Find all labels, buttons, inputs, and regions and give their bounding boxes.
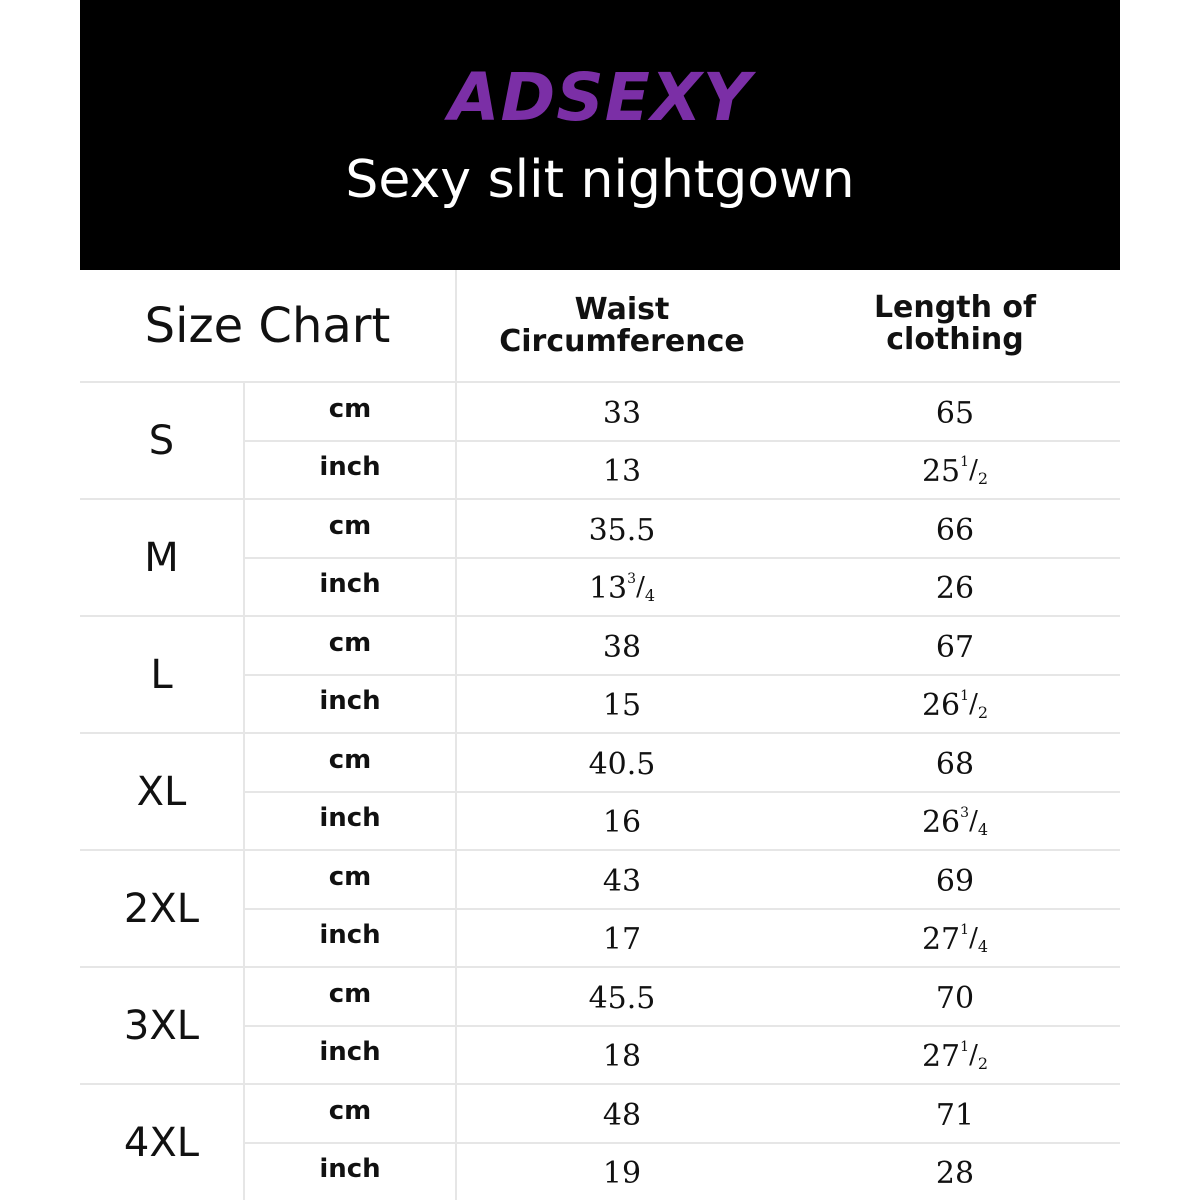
length-value-fraction: $^3$/4: [960, 805, 989, 839]
row-divider: [80, 381, 1120, 383]
length-value-whole: 71: [935, 1097, 975, 1133]
waist-value: [457, 676, 787, 734]
length-value: [790, 793, 1120, 851]
size-label: 3XL: [123, 1002, 200, 1049]
waist-value-whole: 19: [602, 1155, 642, 1191]
size-chart-title: Size Chart: [144, 298, 391, 354]
unit-label: inch: [319, 686, 381, 716]
row-divider: [245, 1142, 1120, 1144]
length-value-whole: 67: [935, 629, 975, 665]
length-value: [790, 1027, 1120, 1085]
row-divider: [80, 498, 1120, 500]
unit-label: cm: [328, 394, 372, 424]
waist-value: [457, 852, 787, 910]
waist-value: [457, 501, 787, 559]
size-label: S: [148, 417, 175, 464]
length-value-whole: 65: [935, 395, 975, 431]
row-divider: [80, 849, 1120, 851]
unit-label: inch: [319, 920, 381, 950]
waist-value-whole: 18: [602, 1038, 642, 1074]
length-value: [790, 501, 1120, 559]
unit-label: inch: [319, 1154, 381, 1184]
unit-label: inch: [319, 452, 381, 482]
waist-value-whole: 15: [602, 687, 642, 723]
waist-value-whole: 13: [588, 570, 628, 606]
length-value-fraction: $^1$/2: [960, 454, 989, 488]
row-divider: [245, 908, 1120, 910]
row-divider: [245, 440, 1120, 442]
row-divider: [245, 674, 1120, 676]
waist-value: [457, 442, 787, 500]
length-value-whole: 25: [921, 453, 961, 489]
size-label: XL: [136, 768, 187, 815]
col-header-length-line2: clothing: [886, 322, 1024, 357]
length-value-whole: 69: [935, 863, 975, 899]
col-header-waist-line1: Waist: [574, 292, 670, 327]
col-header-length-line1: Length of: [873, 290, 1037, 325]
length-value: [790, 1086, 1120, 1144]
length-value: [790, 559, 1120, 617]
length-value-whole: 70: [935, 980, 975, 1016]
length-value-whole: 26: [921, 687, 961, 723]
size-chart-table: [80, 270, 1120, 1200]
length-value-whole: 66: [935, 512, 975, 548]
length-value: [790, 910, 1120, 968]
size-label: 4XL: [123, 1119, 200, 1166]
size-label: L: [150, 651, 173, 698]
length-value: [790, 384, 1120, 442]
length-value: [790, 676, 1120, 734]
waist-value-whole: 45.5: [588, 980, 656, 1016]
row-divider: [80, 615, 1120, 617]
length-value-whole: 28: [935, 1155, 975, 1191]
unit-label: inch: [319, 1037, 381, 1067]
length-value: [790, 735, 1120, 793]
waist-value-whole: 43: [602, 863, 642, 899]
length-value: [790, 969, 1120, 1027]
waist-value: [457, 735, 787, 793]
waist-value-whole: 16: [602, 804, 642, 840]
waist-value-whole: 38: [602, 629, 642, 665]
length-value-whole: 26: [935, 570, 975, 606]
waist-value-fraction: $^3$/4: [627, 571, 656, 605]
length-value: [790, 618, 1120, 676]
waist-value-whole: 35.5: [588, 512, 656, 548]
length-value-fraction: $^1$/4: [960, 922, 989, 956]
waist-value: [457, 969, 787, 1027]
size-label: 2XL: [123, 885, 200, 932]
row-divider: [245, 1025, 1120, 1027]
waist-value: [457, 1144, 787, 1202]
waist-value: [457, 559, 787, 617]
waist-value-whole: 48: [602, 1097, 642, 1133]
unit-label: cm: [328, 1096, 372, 1126]
row-divider: [80, 1083, 1120, 1085]
length-value: [790, 442, 1120, 500]
length-value-fraction: $^1$/2: [960, 688, 989, 722]
unit-label: inch: [319, 803, 381, 833]
length-value-whole: 27: [921, 921, 961, 957]
length-value: [790, 852, 1120, 910]
length-value-whole: 26: [921, 804, 961, 840]
waist-value-whole: 17: [602, 921, 642, 957]
col-header-waist: [457, 286, 787, 366]
unit-label: cm: [328, 745, 372, 775]
waist-value: [457, 1027, 787, 1085]
product-subtitle: Sexy slit nightgown: [345, 150, 855, 210]
unit-label: cm: [328, 511, 372, 541]
waist-value: [457, 618, 787, 676]
length-value: [790, 1144, 1120, 1202]
unit-label: cm: [328, 628, 372, 658]
row-divider: [245, 791, 1120, 793]
length-value-fraction: $^1$/2: [960, 1039, 989, 1073]
row-divider: [245, 557, 1120, 559]
waist-value-whole: 13: [602, 453, 642, 489]
waist-value: [457, 384, 787, 442]
waist-value: [457, 910, 787, 968]
unit-label: cm: [328, 979, 372, 1009]
unit-label: cm: [328, 862, 372, 892]
waist-value: [457, 1086, 787, 1144]
brand-logo: ADSEXY: [448, 59, 752, 136]
row-divider: [80, 732, 1120, 734]
waist-value: [457, 793, 787, 851]
column-divider: [455, 270, 457, 1200]
row-divider: [80, 966, 1120, 968]
length-value-whole: 68: [935, 746, 975, 782]
length-value-whole: 27: [921, 1038, 961, 1074]
col-header-waist-line2: Circumference: [499, 324, 745, 359]
waist-value-whole: 33: [602, 395, 642, 431]
unit-label: inch: [319, 569, 381, 599]
header-banner: [80, 0, 1120, 270]
col-header-length: [790, 284, 1120, 364]
size-label: M: [144, 534, 179, 581]
waist-value-whole: 40.5: [588, 746, 656, 782]
